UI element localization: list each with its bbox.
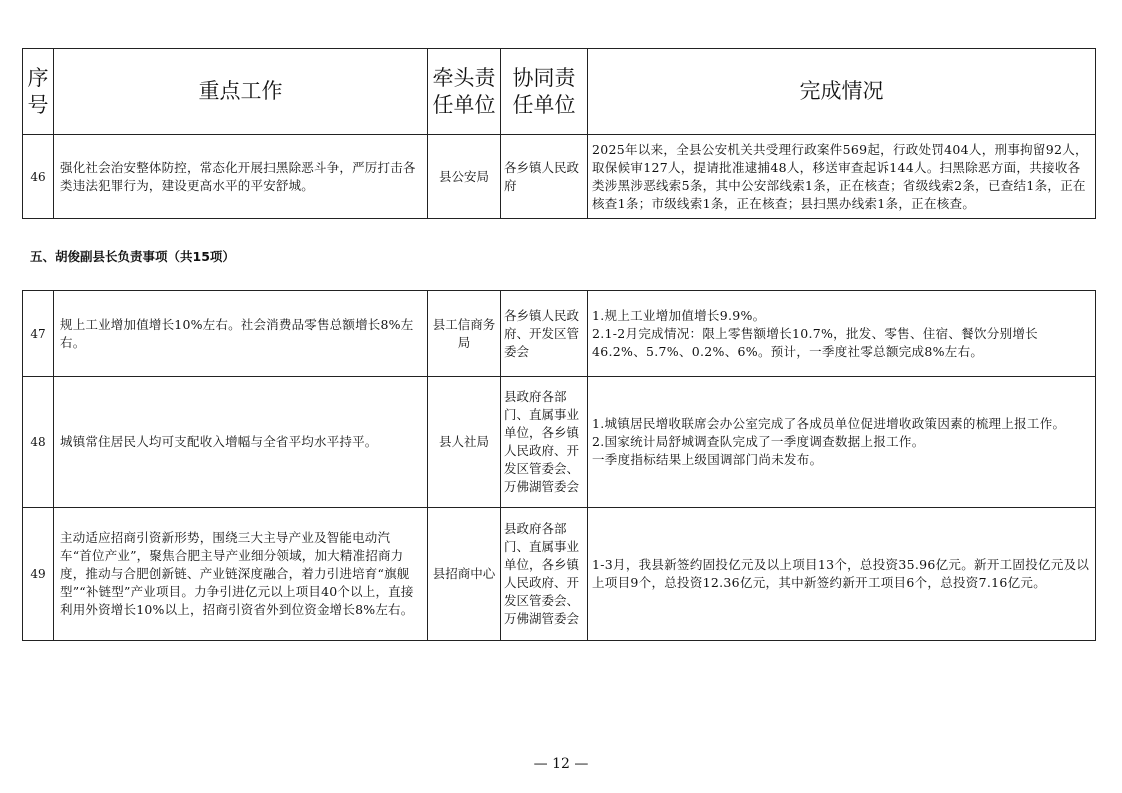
row-work: 规上工业增加值增长10%左右。社会消费品零售总额增长8%左右。 — [54, 291, 428, 377]
header-status: 完成情况 — [588, 49, 1096, 135]
row-status — [588, 377, 1096, 508]
row-work: 主动适应招商引资新形势，围绕三大主导产业及智能电动汽车“首位产业”，聚焦合肥主导产业细分领域，加大精准招商力度，推动与合肥创新链、产业链深度融合，着力引进培育“旗舰型”“补链型”产业项目。力争引进亿元以上项目40个以上，直接利用外资增长10%以上，招商引资省外到位资金增长8%左右。 — [54, 508, 428, 641]
row-co-unit: 各乡镇人民政府 — [501, 135, 588, 219]
table-row — [23, 377, 1096, 508]
row-co-unit: 县政府各部门、直属事业单位，各乡镇人民政府、开发区管委会、万佛湖管委会 — [501, 377, 588, 508]
row-status — [588, 291, 1096, 377]
row-lead-unit: 县人社局 — [428, 377, 501, 508]
row-work: 强化社会治安整体防控，常态化开展扫黑除恶斗争，严厉打击各类违法犯罪行为，建设更高水平的平安舒城。 — [54, 135, 428, 219]
row-co-unit: 县政府各部门、直属事业单位，各乡镇人民政府、开发区管委会、万佛湖管委会 — [501, 508, 588, 641]
row-number: 48 — [23, 377, 54, 508]
row-work: 城镇常住居民人均可支配收入增幅与全省平均水平持平。 — [54, 377, 428, 508]
header-co: 协同责任单位 — [501, 49, 588, 135]
row-lead-unit: 县公安局 — [428, 135, 501, 219]
row-status — [588, 135, 1096, 219]
table-row — [23, 291, 1096, 377]
work-table-top — [22, 48, 1096, 219]
status-line: 1.规上工业增加值增长9.9%。 — [592, 307, 766, 323]
header-lead: 牵头责任单位 — [428, 49, 501, 135]
header-seq: 序号 — [23, 49, 54, 135]
table-row — [23, 508, 1096, 641]
header-work: 重点工作 — [54, 49, 428, 135]
row-number: 47 — [23, 291, 54, 377]
status-line: 1.城镇居民增收联席会办公室完成了各成员单位促进增收政策因素的梳理上报工作。 — [592, 416, 1066, 431]
status-line: 2.国家统计局舒城调查队完成了一季度调查数据上报工作。 — [592, 434, 925, 449]
row-number: 49 — [23, 508, 54, 641]
work-table-bottom — [22, 290, 1096, 641]
row-number: 46 — [23, 135, 54, 219]
row-status — [588, 508, 1096, 641]
table-row — [23, 135, 1096, 219]
section-title: 五、胡俊副县长负责事项（共15项） — [30, 249, 235, 264]
page-number: — 12 — — [533, 756, 589, 772]
table-header-row — [23, 49, 1096, 135]
row-co-unit: 各乡镇人民政府、开发区管委会 — [501, 291, 588, 377]
status-line: 2025年以来，全县公安机关共受理行政案件569起，行政处罚404人，刑事拘留92人，取保候审127人，提请批准逮捕48人，移送审查起诉144人。扫黑除恶方面，共接收各类涉黑涉恶线索5条，其中公安部线索1条，正在核查；省级线索2条，已查结1条，正在核查1条；市级线索1条，正在核查；县扫黑办线索1条，正在核查。 — [592, 141, 1088, 211]
status-line: 2.1-2月完成情况：限上零售额增长10.7%，批发、零售、住宿、餐饮分别增长46.2%、5.7%、0.2%、6%。预计，一季度社零总额完成8%左右。 — [592, 325, 1038, 359]
status-line: 一季度指标结果上级国调部门尚未发布。 — [592, 452, 823, 467]
row-lead-unit: 县工信商务局 — [428, 291, 501, 377]
row-lead-unit: 县招商中心 — [428, 508, 501, 641]
status-line: 1-3月，我县新签约固投亿元及以上项目13个，总投资35.96亿元。新开工固投亿元及以上项目9个，总投资12.36亿元，其中新签约新开工项目6个，总投资7.16亿元。 — [592, 557, 1090, 590]
